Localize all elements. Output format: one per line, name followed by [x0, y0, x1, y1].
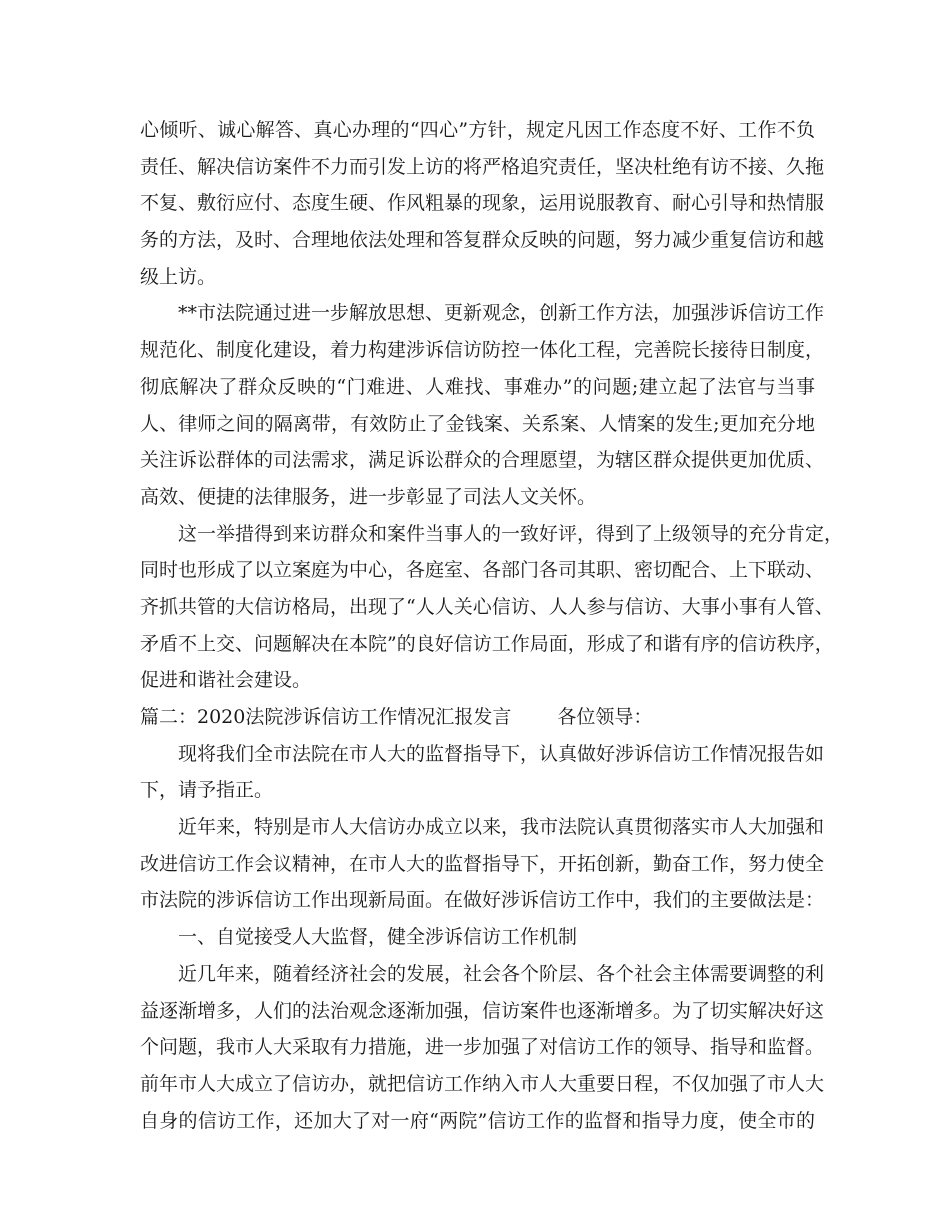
text-line: 促进和谐社会建设。: [140, 669, 312, 692]
text-line: 不复、敷衍应付、态度生硬、作风粗暴的现象，运用说服教育、耐心引导和热情服: [140, 192, 825, 215]
text-line: 务的方法，及时、合理地依法处理和答复群众反映的问题，努力减少重复信访和越: [140, 229, 825, 252]
paragraph: [140, 736, 825, 809]
text-line: 改进信访工作会议精神，在市人大的监督指导下，开拓创新，勤奋工作，努力使全: [140, 852, 825, 875]
text-line: 前年市人大成立了信访办，就把信访工作纳入市人大重要日程，不仅加强了市人大: [140, 1072, 825, 1095]
text-line: 下，请予指正。: [140, 779, 274, 802]
text-line: 关注诉讼群体的司法需求，满足诉讼群众的合理愿望，为辖区群众提供更加优质、: [140, 449, 825, 472]
text-line: 规范化、制度化建设，着力构建涉诉信访防控一体化工程，完善院长接待日制度，: [140, 339, 825, 362]
paragraph: [140, 516, 844, 699]
text-line: 近几年来，随着经济社会的发展，社会各个阶层、各个社会主体需要调整的利: [178, 962, 825, 985]
text-line: 一、自觉接受人大监督，健全涉诉信访工作机制: [178, 926, 578, 949]
section-title: 篇二：2020法院涉诉信访工作情况汇报发言: [140, 706, 512, 728]
text-line: 近年来，特别是市人大信访办成立以来，我市法院认真贯彻落实市人大加强和: [178, 816, 825, 839]
paragraph: [140, 809, 825, 919]
subsection-heading: [140, 919, 815, 956]
text-line: 矛盾不上交、问题解决在本院”的良好信访工作局面，形成了和谐有序的信访秩序，: [140, 632, 834, 655]
paragraph: [140, 956, 825, 1139]
text-line: 心倾听、诚心解答、真心办理的“四心”方针，规定凡因工作态度不好、工作不负: [140, 119, 815, 141]
text-line: 责任、解决信访案件不力而引发上访的将严格追究责任，坚决杜绝有访不接、久拖: [140, 155, 825, 178]
paragraph: [140, 295, 825, 515]
text-line: 高效、便捷的法律服务，进一步彰显了司法人文关怀。: [140, 485, 597, 508]
text-line: 自身的信访工作，还加大了对一府“两院”信访工作的监督和指导力度，使全市的: [140, 1109, 815, 1132]
text-line: 人、律师之间的隔离带，有效防止了金钱案、关系案、人情案的发生;更加充分地: [140, 412, 815, 435]
text-line: 彻底解决了群众反映的“门难进、人难找、事难办”的问题;建立起了法官与当事: [140, 375, 815, 398]
text-line: 级上访。: [140, 265, 217, 288]
salutation: 各位领导：: [557, 706, 653, 728]
text-line: 现将我们全市法院在市人大的监督指导下，认真做好涉诉信访工作情况报告如: [178, 742, 825, 765]
text-line: 这一举措得到来访群众和案件当事人的一致好评，得到了上级领导的充分肯定，: [178, 522, 844, 545]
text-line: 益逐渐增多，人们的法治观念逐渐加强，信访案件也逐渐增多。为了切实解决好这: [140, 999, 825, 1022]
text-line: 齐抓共管的大信访格局，出现了“人人关心信访、人人参与信访、大事小事有人管、: [140, 595, 834, 618]
text-line: 同时也形成了以立案庭为中心，各庭室、各部门各司其职、密切配合、上下联动、: [140, 559, 825, 582]
document-body: [140, 112, 844, 1139]
text-line: 个问题，我市人大采取有力措施，进一步加强了对信访工作的领导、指导和监督。: [140, 1036, 825, 1059]
text-line: 市法院的涉诉信访工作出现新局面。在做好涉诉信访工作中，我们的主要做法是：: [140, 889, 825, 912]
paragraph: [140, 112, 825, 295]
text-line: **市法院通过进一步解放思想、更新观念，创新工作方法，加强涉诉信访工作: [178, 302, 825, 325]
section-heading: [140, 699, 815, 736]
